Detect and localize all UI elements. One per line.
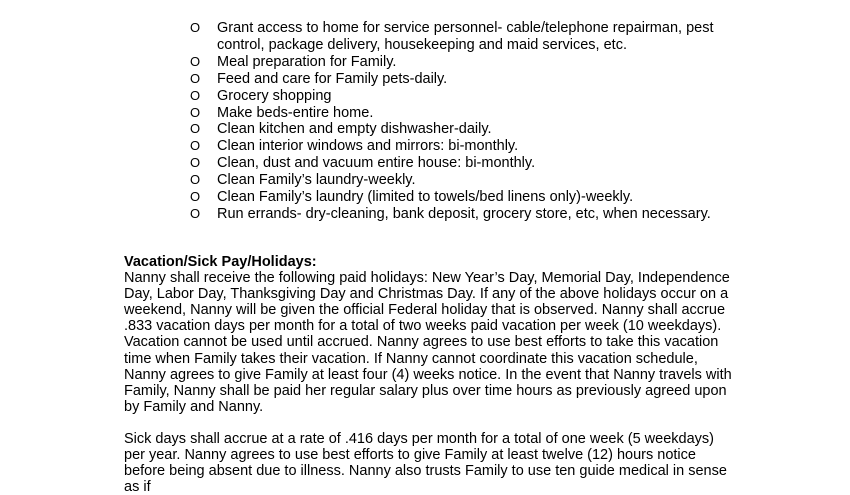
list-item: [190, 155, 750, 172]
list-item: [190, 20, 750, 54]
list-item: [190, 105, 750, 122]
list-item-text: Clean kitchen and empty dishwasher-daily.: [217, 121, 492, 138]
circle-bullet-icon: O: [190, 155, 201, 171]
circle-bullet-icon: O: [190, 205, 201, 221]
circle-bullet-icon: O: [190, 104, 201, 120]
holidays-paragraph: Nanny shall receive the following paid holidays: New Year’s Day, Memorial Day, Independence Day, Labor Day, Thanksgiving Day and Christmas Day. If any of the above holidays occur on a weekend, Nanny will be given the official Federal holiday that is observed. Nanny shall accrue .833 vacation days per month for a total of two weeks paid vacation per week (10 weekdays). Vacation cannot be used until accrued. Nanny agrees to use best efforts to take this vacation time when Family takes their vacation. If Nanny cannot coordinate this vacation schedule, Nanny agrees to give Family at least four (4) weeks notice. In the event that Nanny travels with Family, Nanny shall be paid her regular salary plus over time hours as previously agreed upon by Family and Nanny.: [124, 270, 732, 415]
sick-days-paragraph: Sick days shall accrue at a rate of .416 days per month for a total of one week (5 weekdays) per year. Nanny agrees to use best efforts to give Family at least twelve (12) hours notice before being absent due to illness. Nanny also trusts Family to use ten guide medical in sense as if: [124, 430, 727, 495]
list-item: [190, 121, 750, 138]
circle-bullet-icon: O: [190, 87, 201, 103]
list-item-text: Make beds-entire home.: [217, 104, 374, 121]
circle-bullet-icon: O: [190, 20, 201, 35]
list-item: [190, 138, 750, 155]
circle-bullet-icon: O: [190, 172, 201, 188]
list-item: [190, 54, 750, 71]
list-item: [190, 71, 750, 88]
duties-list: [190, 20, 750, 223]
list-item: [190, 206, 750, 223]
list-item: [190, 189, 750, 206]
list-item-text: Run errands- dry-cleaning, bank deposit, grocery store, etc, when necessary.: [217, 205, 711, 222]
list-item-text: Grant access to home for service personnel- cable/telephone repairman, pest control, package delivery, housekeeping and maid services, etc.: [217, 20, 714, 53]
list-item-text: Clean interior windows and mirrors: bi-monthly.: [217, 138, 519, 155]
list-item-text: Grocery shopping: [217, 87, 332, 104]
list-item: [190, 172, 750, 189]
list-item: [190, 88, 750, 105]
vacation-section: [124, 254, 734, 495]
section-heading: Vacation/Sick Pay/Holidays:: [124, 254, 317, 270]
circle-bullet-icon: O: [190, 189, 201, 205]
circle-bullet-icon: O: [190, 138, 201, 154]
circle-bullet-icon: O: [190, 70, 201, 86]
circle-bullet-icon: O: [190, 121, 201, 137]
circle-bullet-icon: O: [190, 53, 201, 69]
list-item-text: Clean, dust and vacuum entire house: bi-monthly.: [217, 155, 536, 172]
list-item-text: Meal preparation for Family.: [217, 53, 397, 70]
list-item-text: Clean Family’s laundry-weekly.: [217, 172, 416, 189]
list-item-text: Feed and care for Family pets-daily.: [217, 70, 448, 87]
list-item-text: Clean Family’s laundry (limited to towels/bed linens only)-weekly.: [217, 189, 634, 206]
